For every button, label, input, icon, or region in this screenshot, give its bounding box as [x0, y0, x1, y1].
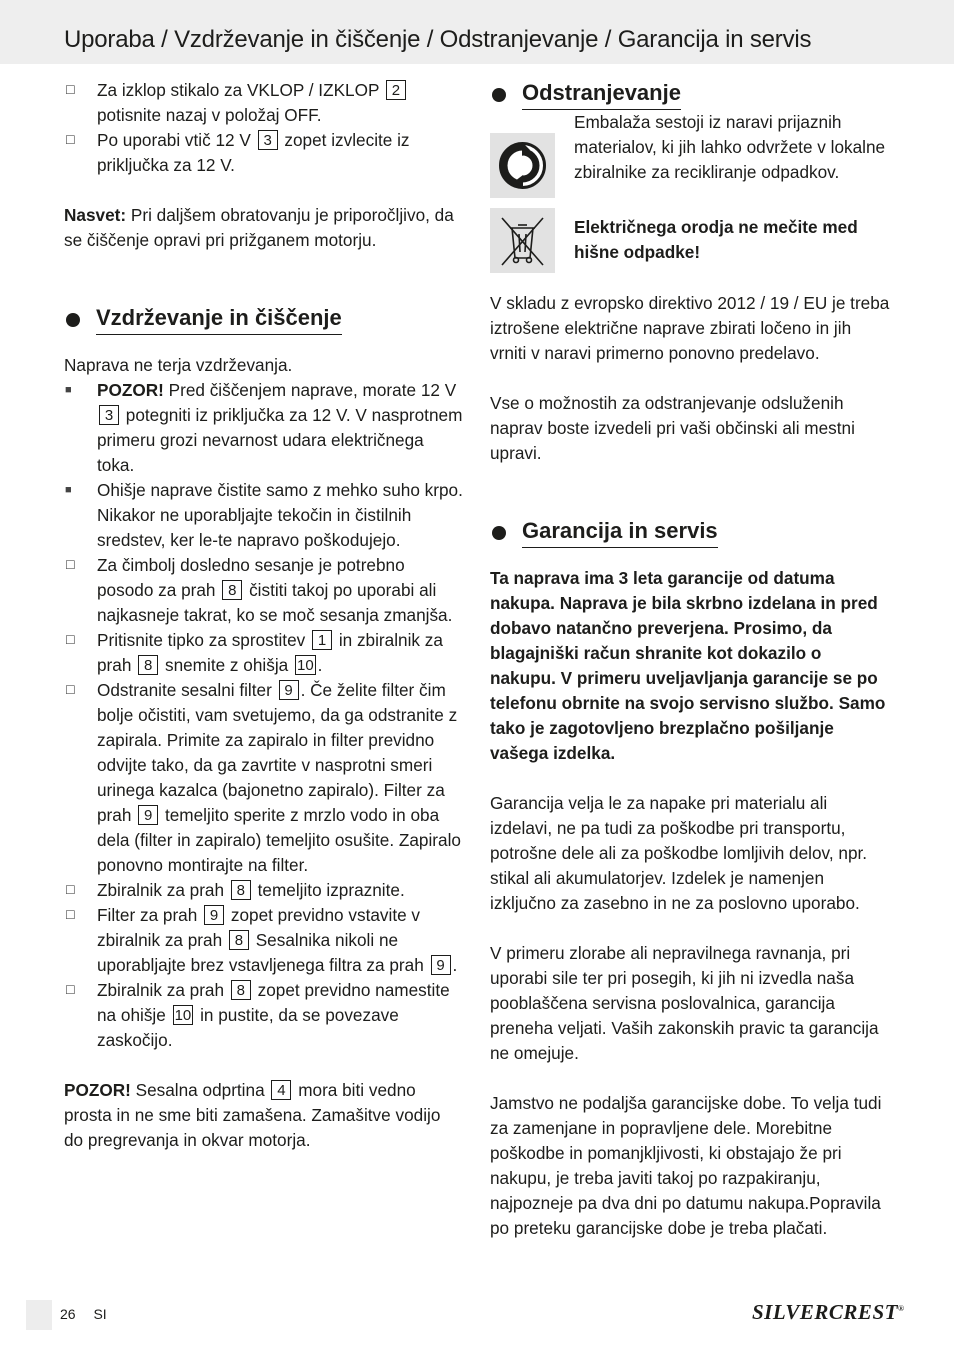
- warranty-bold-paragraph: Ta naprava ima 3 leta garancije od datuma nakupa. Naprava je bila skrbno izdelana in pred dobavo natančno preverjena. Prosimo, da blagajniški račun shranite kot dokazilo o nakupu. V primeru uveljavljanja garancije se po telefonu obrnite na svojo servisno službo. Samo tako je zagotovljeno brezplačno pošiljanje vašega izdelka.: [490, 568, 886, 763]
- list-item: ☐ Zbiralnik za prah 8 temeljito izpraznite.: [64, 878, 464, 903]
- list-item: ☐ Po uporabi vtič 12 V 3 zopet izvlecite iz priključka za 12 V.: [65, 130, 410, 175]
- list-item: ☐ Za čimbolj dosledno sesanje je potrebno posodo za prah 8 čistiti takoj po uporabi ali najkasneje takrat, ko se moč sesanja zmanjša.: [65, 555, 453, 625]
- brand-logo: SILVERCREST®: [752, 1300, 905, 1324]
- checkbox-bullet-icon: ☐: [65, 883, 76, 897]
- square-bullet-icon: ■: [65, 384, 72, 396]
- page-number: 26: [60, 1306, 76, 1322]
- maintenance-intro: Naprava ne terja vzdrževanja.: [64, 355, 293, 375]
- list-item: ■ POZOR! Pred čiščenjem naprave, morate 12 V 3 potegniti iz priključka za 12 V. V nasprotnem primeru grozi nevarnost udara električnega toka.: [65, 380, 463, 475]
- part-reference: 8: [222, 580, 242, 600]
- language-code: SI: [93, 1306, 107, 1322]
- part-reference: 8: [138, 655, 158, 675]
- square-bullet-icon: ■: [65, 484, 72, 496]
- crossed-out-wheelie-bin-icon: [490, 208, 555, 273]
- section-heading-disposal: Odstranjevanje: [490, 78, 890, 122]
- part-reference: 8: [229, 930, 249, 950]
- part-reference: 4: [271, 1080, 291, 1100]
- recycling-info-row: Embalaža sestoji iz naravi prijaznih materialov, ki jih lahko odvržete v lokalne zbiralnike za recikliranje odpadkov.: [490, 133, 890, 193]
- list-item: ☐ Filter za prah 9 zopet previdno vstavite v zbiralnik za prah 8 Sesalnika nikoli ne uporabljajte brez vstavljenega filtra za prah 9 .: [65, 905, 458, 975]
- checkbox-bullet-icon: ☐: [65, 983, 76, 997]
- weee-info-row: Električnega orodja ne mečite med hišne odpadke!: [490, 208, 890, 288]
- left-column: [64, 78, 464, 1153]
- part-reference: 8: [231, 880, 251, 900]
- part-reference: 10: [296, 657, 314, 674]
- list-item: ☐ Pritisnite tipko za sprostitev 1 in zbiralnik za prah 8 snemite z ohišja 10 .: [65, 630, 443, 675]
- part-reference: 9: [431, 955, 451, 975]
- warranty-paragraph: Jamstvo ne podaljša garancijske dobe. To velja tudi za zamenjane in popravljene dele. Morebitne poškodbe in pomanjkljivosti, ki obstajajo že pri nakupu, je treba javiti takoj po razpakiranju, najpozneje pa dva dni po datumu nakupa.Popravila po preteku garancijske dobe je treba plačati.: [490, 1093, 882, 1238]
- final-warning: POZOR! Sesalna odprtina 4 mora biti vedno prosta in ne sme biti zamašena. Zamašitve vodijo do pregrevanja in okvar motorja.: [64, 1080, 441, 1150]
- bullet-dot-icon: [492, 88, 506, 102]
- footer-page-tab: [26, 1300, 52, 1330]
- section-heading-maintenance: Vzdrževanje in čiščenje: [64, 303, 464, 347]
- checkbox-bullet-icon: ☐: [65, 83, 76, 97]
- checkbox-bullet-icon: ☐: [65, 683, 76, 697]
- checkbox-bullet-icon: ☐: [65, 908, 76, 922]
- part-reference: 8: [231, 980, 251, 1000]
- section-heading-warranty: Garancija in servis: [490, 516, 890, 560]
- part-reference: 9: [279, 680, 299, 700]
- part-reference: 3: [99, 405, 119, 425]
- list-item: ☐ Odstranite sesalni filter 9 . Če želite filter čim bolje očistiti, vam svetujemo, da ga odstranite z zapirala. Primite za zapiralo in filter previdno odvijte tako, da ga zavrtite v nasprotni smeri urinega kazalca (bajonetno zapiralo). Filter za prah 9 temeljito sperite z mrzlo vodo in oba dela (filter in zapiralo) temeljito osušite. Zapiralo ponovno montirajte na filter.: [65, 680, 461, 875]
- disposal-info-paragraph: Vse o možnostih za odstranjevanje odsluženih naprav boste izvedeli pri vaši občinski ali mestni upravi.: [490, 393, 855, 463]
- list-item: ☐ Za izklop stikalo za VKLOP / IZKLOP 2 potisnite nazaj v položaj OFF.: [64, 78, 464, 128]
- part-reference: 1: [312, 630, 332, 650]
- footer: [60, 1306, 121, 1322]
- directive-paragraph: V skladu z evropsko direktivo 2012 / 19 / EU je treba iztrošene električne naprave zbirati ločeno in jih vrniti v naravi primerno ponovno predelavo.: [490, 293, 890, 363]
- tip-paragraph: Nasvet: Pri daljšem obratovanju je priporočljivo, da se čiščenje opravi pri prižganem motorju.: [64, 205, 454, 250]
- part-reference: 2: [386, 80, 406, 100]
- part-reference: 9: [138, 805, 158, 825]
- page-title: Uporaba / Vzdrževanje in čiščenje / Odstranjevanje / Garancija in servis: [64, 26, 812, 53]
- page-header: [0, 0, 954, 64]
- part-reference: 9: [204, 905, 224, 925]
- checkbox-bullet-icon: ☐: [65, 558, 76, 572]
- part-reference: 10: [174, 1007, 192, 1024]
- green-dot-recycling-icon: [490, 133, 555, 198]
- warranty-paragraph: Garancija velja le za napake pri materialu ali izdelavi, ne pa tudi za poškodbe pri transportu, potrošne dele ali za poškodbe lomljivih delov, npr. stikal ali akumulatorjev. Izdelek je namenjen izključno za zasebno in ne za poslovno uporabo.: [490, 793, 868, 913]
- warranty-paragraph: V primeru zlorabe ali nepravilnega ravnanja, pri uporabi sile ter pri posegih, ki jih ni izvedla naša pooblaščena servisna poslovalnica, garancija preneha veljati. Vaših zakonskih pravic ta garancija ne omejuje.: [490, 943, 879, 1063]
- bullet-dot-icon: [492, 526, 506, 540]
- right-column: [490, 78, 890, 1241]
- list-item: ☐ Zbiralnik za prah 8 zopet previdno namestite na ohišje 10 in pustite, da se povezave zaskočijo.: [65, 980, 450, 1050]
- bullet-dot-icon: [66, 313, 80, 327]
- checkbox-bullet-icon: ☐: [65, 133, 76, 147]
- part-reference: 3: [258, 130, 278, 150]
- checkbox-bullet-icon: ☐: [65, 633, 76, 647]
- list-item: ■ Ohišje naprave čistite samo z mehko suho krpo. Nikakor ne uporabljajte tekočin in čistilnih sredstev, ker le-te napravo poškodujejo.: [65, 480, 463, 550]
